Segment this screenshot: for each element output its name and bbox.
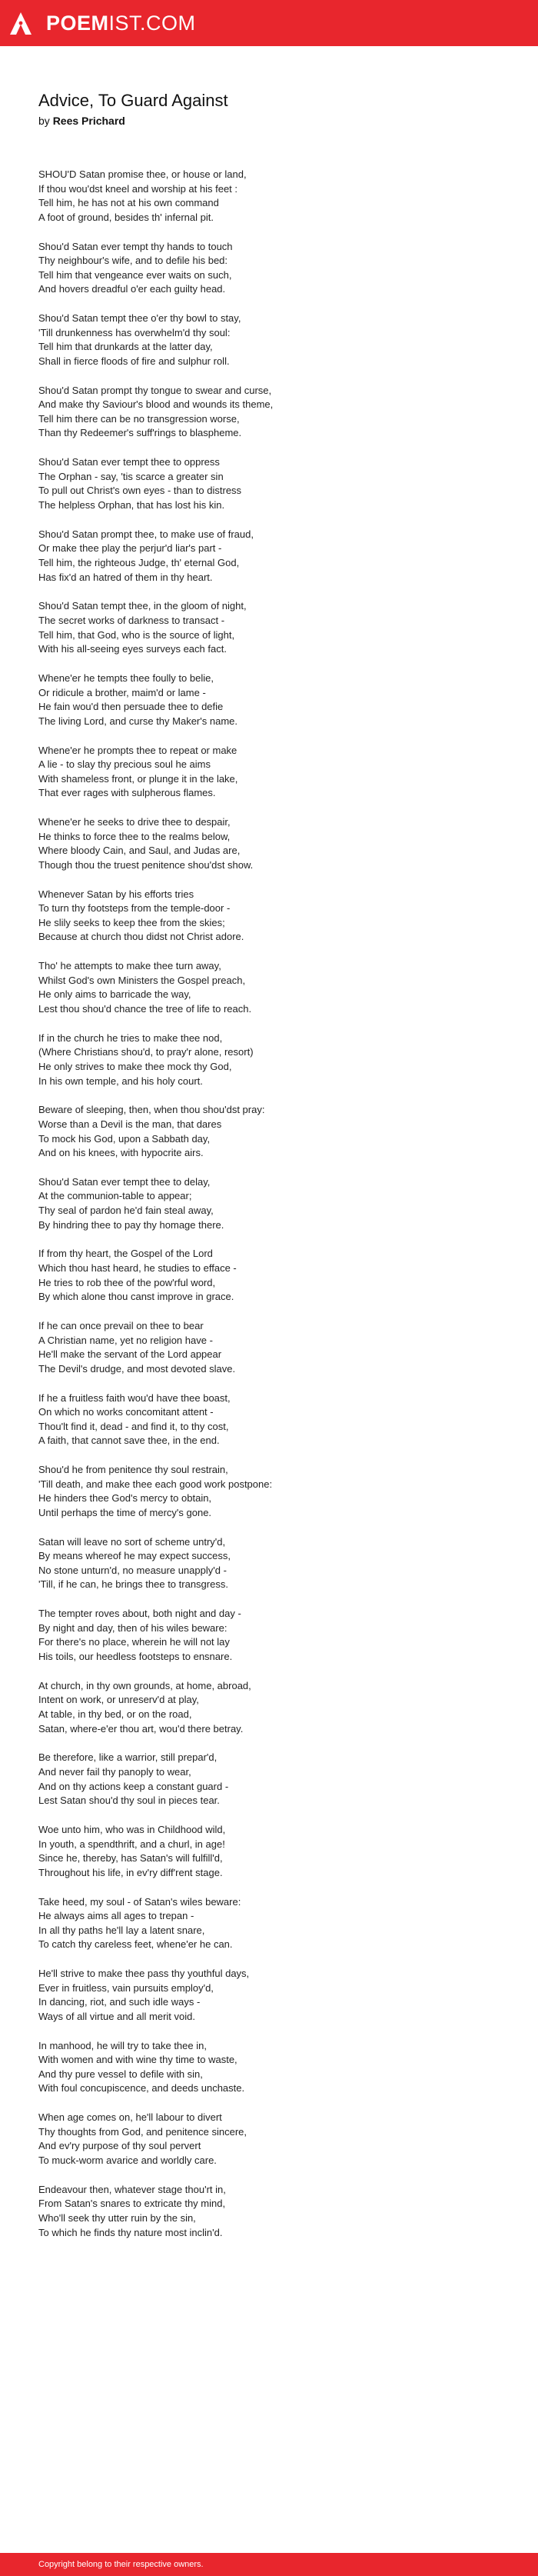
poem-line: Who'll seek thy utter ruin by the sin, [38,2211,196,2224]
poem-line: And thy pure vessel to defile with sin, [38,2068,203,2080]
stanza [38,1175,515,1232]
stanza [38,1103,515,1160]
poem-line: Shou'd Satan prompt thee, to make use of fraud, [38,528,254,540]
stanza [38,815,515,872]
stanza [38,2039,515,2096]
poem-line: The Devil's drudge, and most devoted slave. [38,1362,236,1375]
poem-line: Which thou hast heard, he studies to efface - [38,1262,237,1275]
poem-line: He fain wou'd then persuade thee to defie [38,701,224,713]
poem-line: Whene'er he tempts thee foully to belie, [38,671,214,684]
brand-rest: IST.COM [108,12,196,35]
poem-line: With shameless front, or plunge it in the lake, [38,772,238,785]
stanza [38,1895,515,1952]
poem-line: Shou'd Satan tempt thee, in the gloom of night, [38,600,247,612]
stanza [38,528,515,585]
site-logo[interactable] [46,12,196,35]
stanza [38,1463,515,1520]
poem-line: A faith, that cannot save thee, in the end. [38,1435,220,1447]
byline [38,114,125,128]
poem-line: Satan, where-e'er thou art, wou'd there betray. [38,1722,244,1735]
poem-line: By means whereof he may expect success, [38,1550,231,1562]
poem-line: With foul concupiscence, and deeds unchaste. [38,2082,245,2094]
poem-line: To muck-worm avarice and worldly care. [38,2154,217,2166]
poem-line: Whene'er he prompts thee to repeat or make [38,744,237,756]
top-bar [0,0,538,46]
stanza [38,2183,515,2240]
poem-line: Shou'd Satan prompt thy tongue to swear and curse, [38,384,272,396]
stanza [38,1607,515,1664]
poem-line: That ever rages with sulpherous flames. [38,787,216,799]
poem-line: Or make thee play the perjur'd liar's part - [38,542,222,555]
poem-line: Take heed, my soul - of Satan's wiles beware: [38,1895,241,1908]
poem-line: To pull out Christ's own eyes - than to distress [38,485,242,497]
stanza [38,1247,515,1304]
poem-line: A foot of ground, besides th' infernal pit. [38,211,214,223]
poem-line: Thou'lt find it, dead - and find it, to thy cost, [38,1420,229,1432]
poem-line: Beware of sleeping, then, when thou shou'dst pray: [38,1104,265,1116]
poem-line: The helpless Orphan, that has lost his kin. [38,499,225,512]
poem-line: He hinders thee God's mercy to obtain, [38,1492,212,1505]
poem-line: Until perhaps the time of mercy's gone. [38,1506,212,1518]
poem-line: Has fix'd an hatred of them in thy heart. [38,571,213,583]
poem-line: Ever in fruitless, vain pursuits employ'd, [38,1981,214,1994]
stanza [38,1031,515,1088]
poem-line: He always aims all ages to trepan - [38,1910,194,1922]
poem-title: Advice, To Guard Against [38,91,228,110]
poem-line: His toils, our heedless footsteps to ensnare. [38,1651,233,1663]
poem-line: And on his knees, with hypocrite airs. [38,1147,204,1159]
poem-line: Or ridicule a brother, maim'd or lame - [38,686,206,698]
poem-line: He'll strive to make thee pass thy youthful days, [38,1968,250,1980]
poem-line: By night and day, then of his wiles beware: [38,1621,227,1634]
poem-line: He'll make the servant of the Lord appear [38,1348,222,1361]
poem-line: Tell him, he has not at his own command [38,197,219,209]
poem-line: At the communion-table to appear; [38,1190,192,1202]
poem-line: 'Till drunkenness has overwhelm'd thy soul: [38,326,231,338]
poem-line: Shou'd Satan ever tempt thee to delay, [38,1175,211,1188]
poem-line: Whenever Satan by his efforts tries [38,888,194,900]
stanza [38,312,515,368]
poem-line: 'Till death, and make thee each good work postpone: [38,1478,273,1490]
stanza [38,744,515,801]
poem-line: Whene'er he seeks to drive thee to despair, [38,816,231,828]
poem-line: Tell him, that God, who is the source of light, [38,628,235,641]
poem-line: If from thy heart, the Gospel of the Lord [38,1248,213,1260]
poem-line: Woe unto him, who was in Childhood wild, [38,1823,226,1835]
stanza [38,1319,515,1376]
poem-line: Shou'd Satan ever tempt thee to oppress [38,456,220,468]
poem-line: Shou'd he from penitence thy soul restrain, [38,1464,228,1476]
poem-line: And on thy actions keep a constant guard - [38,1780,229,1792]
poem-line: Thy thoughts from God, and penitence sincere, [38,2125,247,2138]
poem-line: From Satan's snares to extricate thy mind, [38,2198,226,2210]
stanza [38,1535,515,1592]
poem-line: Lest thou shou'd chance the tree of life to reach. [38,1002,252,1015]
poem-line: The living Lord, and curse thy Maker's name. [38,715,237,727]
poem-line: Endeavour then, whatever stage thou'rt in, [38,2183,226,2195]
poem-line: A Christian name, yet no religion have - [38,1334,213,1346]
poem-line: Than thy Redeemer's suff'rings to blaspheme. [38,427,242,439]
poem-line: Thy neighbour's wife, and to defile his bed: [38,255,228,267]
poem-line: With his all-seeing eyes surveys each fact. [38,643,227,655]
poem-line: In all thy paths he'll lay a latent snare, [38,1924,205,1936]
poem-line: To turn thy footsteps from the temple-door - [38,902,231,915]
poem-line: For there's no place, wherein he will not lay [38,1636,230,1648]
poem-line: Lest Satan shou'd thy soul in pieces tear. [38,1795,220,1807]
poem-line: By hindring thee to pay thy homage there. [38,1218,224,1231]
stanza [38,455,515,512]
poem-line: If thou wou'dst kneel and worship at his feet : [38,182,238,195]
poem-line: He tries to rob thee of the pow'rful word, [38,1276,216,1288]
poem-line: And ev'ry purpose of thy soul pervert [38,2140,201,2152]
poem-line: Worse than a Devil is the man, that dares [38,1118,222,1130]
poem-line: In youth, a spendthrift, and a churl, in age! [38,1838,225,1850]
footer [0,2553,538,2576]
poem-line: If he a fruitless faith wou'd have thee boast, [38,1391,231,1404]
poem-line: Because at church thou didst not Christ adore. [38,931,244,943]
poem-line: Ways of all virtue and all merit void. [38,2010,195,2022]
copyright-text: Copyright belong to their respective owners. [38,2560,204,2569]
stanza [38,888,515,945]
poem-line: He only strives to make thee mock thy God, [38,1060,232,1072]
stanza [38,1391,515,1448]
poem-line: And make thy Saviour's blood and wounds its theme, [38,398,274,411]
poem-line: And never fail thy panoply to wear, [38,1765,191,1778]
poem-line: By which alone thou canst improve in grace. [38,1291,234,1303]
by-label: by [38,115,50,127]
pen-nib-icon[interactable] [5,9,36,37]
poem-line: The Orphan - say, 'tis scarce a greater sin [38,470,224,482]
poem-line: Thy seal of pardon he'd fain steal away, [38,1205,214,1217]
poem-line: He thinks to force thee to the realms below, [38,830,231,842]
stanza [38,599,515,656]
poem-line: To mock his God, upon a Sabbath day, [38,1132,211,1145]
author-name[interactable]: Rees Prichard [52,115,125,127]
poem-line: A lie - to slay thy precious soul he aims [38,758,211,771]
stanza [38,671,515,728]
stanza [38,384,515,441]
poem-line: Whilst God's own Ministers the Gospel preach, [38,974,246,986]
poem-line: Tell him that vengeance ever waits on such, [38,268,232,281]
poem-line: With women and with wine thy time to waste, [38,2054,237,2066]
poem-line: Though thou the truest penitence shou'dst show. [38,858,254,871]
poem-line: The secret works of darkness to transact - [38,614,225,626]
poem-line: Throughout his life, in ev'ry diff'rent stage. [38,1866,223,1878]
stanza [38,2111,515,2168]
poem-line: And hovers dreadful o'er each guilty head. [38,283,226,295]
stanza [38,240,515,297]
poem-line: On which no works concomitant attent - [38,1406,214,1418]
poem-body [38,168,515,2254]
stanza [38,1679,515,1736]
poem-line: (Where Christians shou'd, to pray'r alone, resort) [38,1046,254,1058]
poem-line: When age comes on, he'll labour to divert [38,2111,222,2124]
poem-line: Since he, thereby, has Satan's will fulfill'd, [38,1852,223,1865]
poem-line: Tell him that drunkards at the latter day, [38,341,213,353]
poem-line: Shou'd Satan tempt thee o'er thy bowl to stay, [38,312,241,325]
brand-bold: POEM [46,12,109,35]
stanza [38,959,515,1016]
poem-line: He slily seeks to keep thee from the skies; [38,916,225,928]
poem-line: Satan will leave no sort of scheme untry'd, [38,1535,226,1548]
poem-line: To catch thy careless feet, whene'er he can. [38,1938,233,1951]
stanza [38,1967,515,2024]
poem-line: Intent on work, or unreserv'd at play, [38,1694,199,1706]
poem-line: In manhood, he will try to take thee in, [38,2039,207,2051]
poem-line: If he can once prevail on thee to bear [38,1320,204,1331]
poem-line: In dancing, riot, and such idle ways - [38,1996,201,2008]
stanza [38,1751,515,1808]
poem-line: Tell him, the righteous Judge, th' eternal God, [38,557,240,568]
poem-line: To which he finds thy nature most inclin'd. [38,2226,223,2238]
poem-line: Be therefore, like a warrior, still prepar'd, [38,1751,218,1764]
poem-line: Where bloody Cain, and Saul, and Judas are, [38,845,241,857]
poem-line: He only aims to barricade the way, [38,988,191,1001]
poem-line: 'Till, if he can, he brings thee to transgress. [38,1578,228,1591]
poem-line: SHOU'D Satan promise thee, or house or land, [38,168,247,180]
poem-line: If in the church he tries to make thee nod, [38,1031,223,1044]
poem-line: Shou'd Satan ever tempt thy hands to touch [38,240,233,252]
stanza [38,1823,515,1880]
poem-line: Shall in fierce floods of fire and sulphur roll. [38,355,230,367]
poem-line: At church, in thy own grounds, at home, abroad, [38,1679,251,1691]
poem-line: In his own temple, and his holy court. [38,1075,203,1087]
stanza [38,168,515,225]
poem-line: At table, in thy bed, or on the road, [38,1708,192,1720]
poem-line: Tho' he attempts to make thee turn away, [38,960,221,972]
poem-line: No stone unturn'd, no measure unapply'd - [38,1564,227,1576]
poem-line: Tell him there can be no transgression worse, [38,412,240,425]
poem-line: The tempter roves about, both night and day - [38,1608,241,1620]
